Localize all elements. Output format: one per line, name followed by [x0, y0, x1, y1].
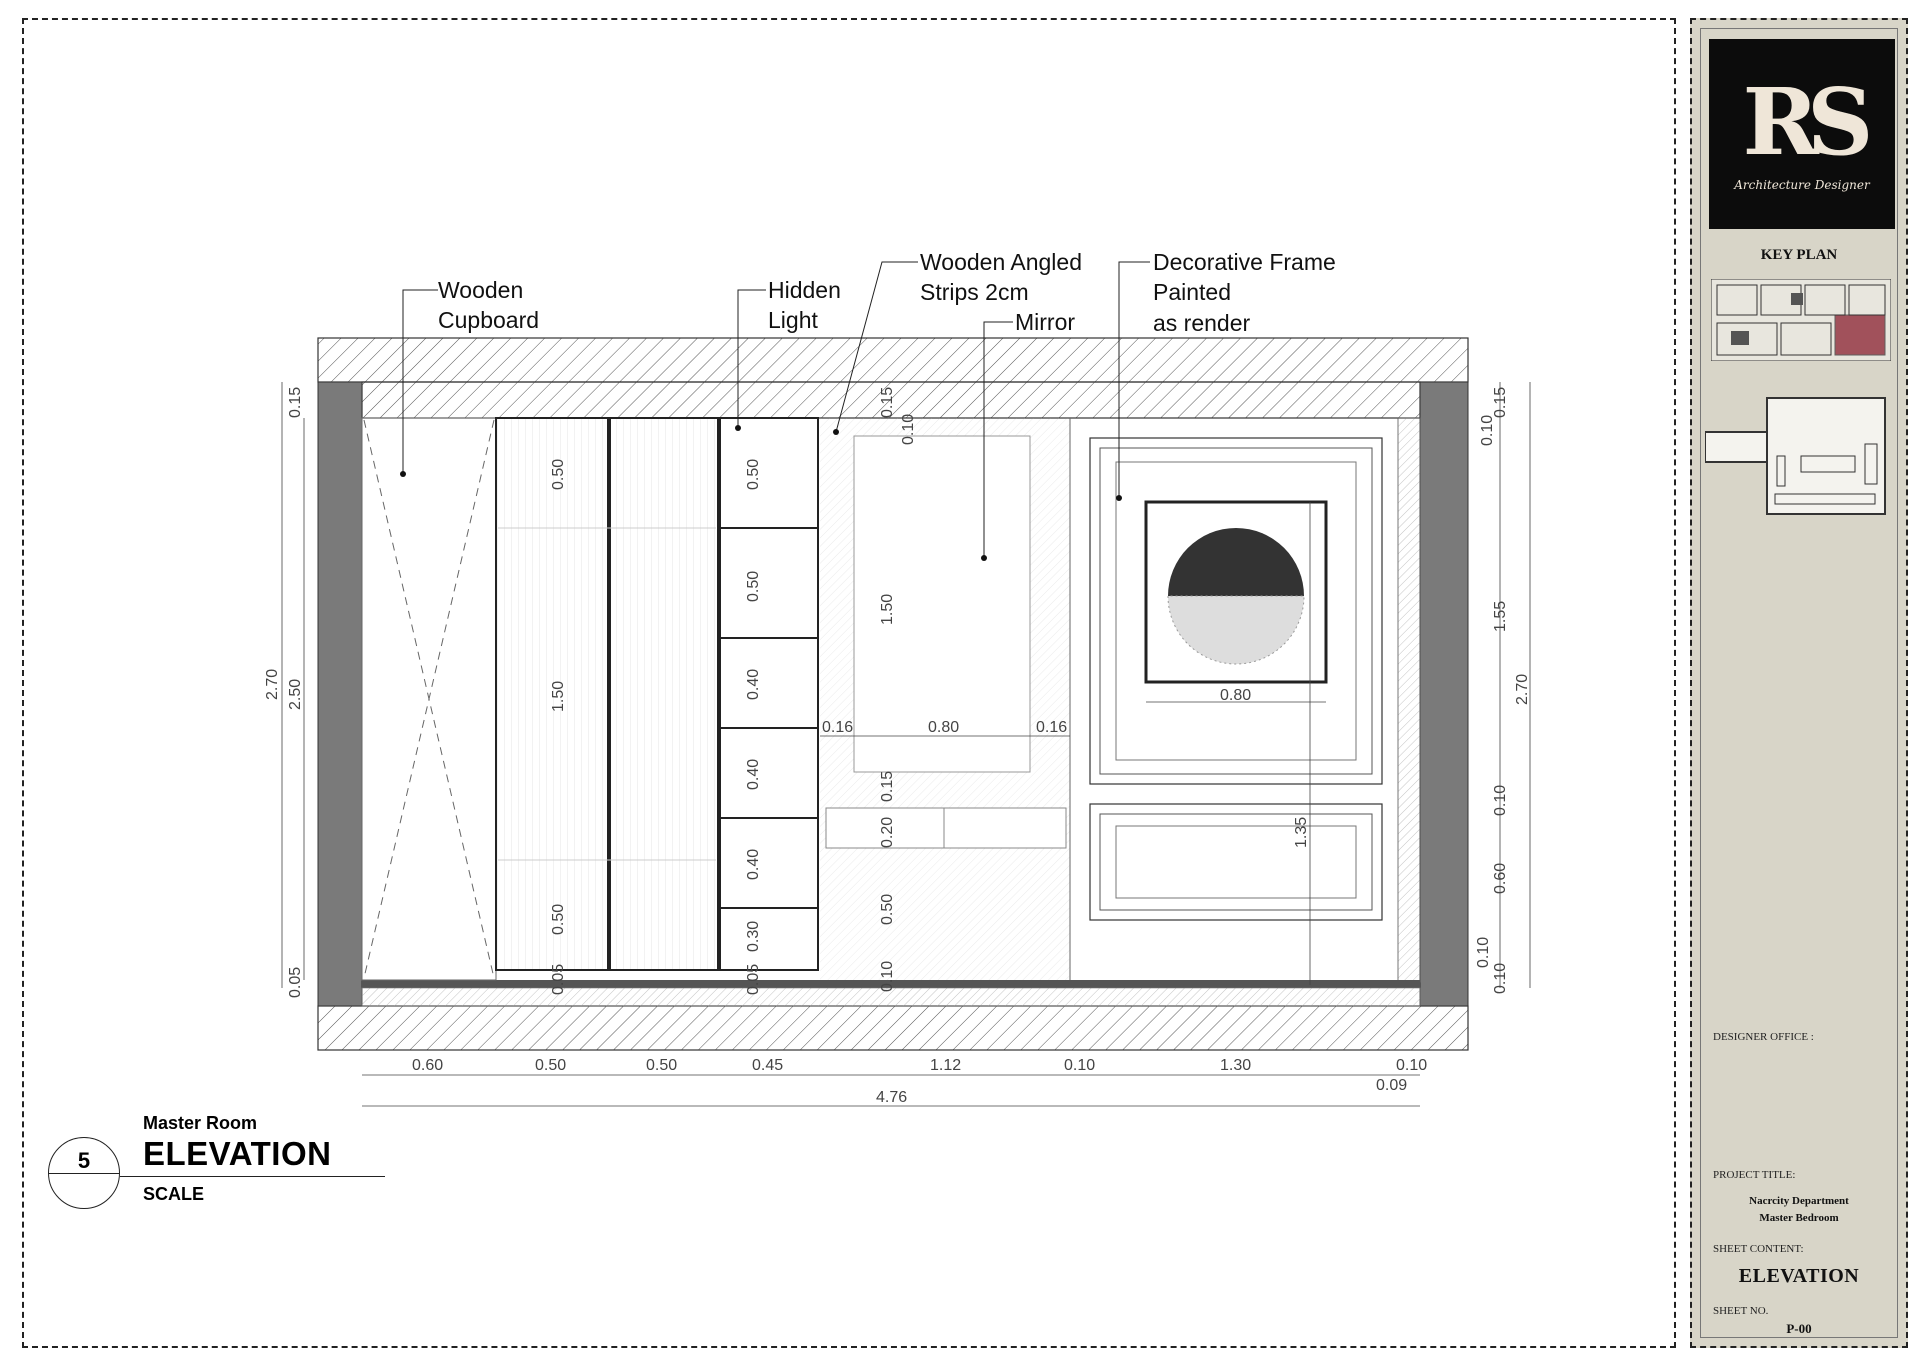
- dim-shelf-7: 0.05: [745, 963, 762, 995]
- lower-frame-mid: [1100, 814, 1372, 910]
- dim-right-010c: 0.10: [1475, 936, 1492, 968]
- dim-bottom-6: 0.10: [1064, 1057, 1096, 1074]
- label-mirror: Mirror: [1015, 309, 1076, 335]
- dim-shelf-4: 0.40: [745, 758, 762, 790]
- view-number-bubble: [48, 1137, 120, 1209]
- dim-cabinet-005: 0.05: [550, 963, 567, 995]
- shelf-boards: [720, 528, 818, 908]
- project-title-label: PROJECT TITLE:: [1713, 1169, 1796, 1181]
- view-number: 5: [77, 1148, 91, 1173]
- dim-bottom-5: 1.12: [930, 1057, 962, 1074]
- label-wooden-cupboard-1: Wooden: [438, 277, 524, 303]
- dim-left-overall-015: 0.15: [287, 386, 304, 418]
- dim-mirror-w1: 0.16: [822, 719, 854, 736]
- dim-mirror-015b: 0.15: [879, 770, 896, 802]
- label-wooden-strips-2: Strips 2cm: [920, 279, 1029, 305]
- legend-underline: [120, 1176, 385, 1177]
- right-wall: [1420, 382, 1468, 1006]
- dim-mirror-050: 0.50: [879, 893, 896, 925]
- rs-logo: [1709, 39, 1895, 229]
- legend-title: ELEVATION: [143, 1135, 332, 1172]
- dim-frame-height: 1.35: [1293, 816, 1310, 848]
- dim-shelf-6: 0.30: [745, 920, 762, 952]
- dim-bottom-1: 0.60: [412, 1057, 444, 1074]
- dim-bottom-8: 0.10: [1396, 1057, 1428, 1074]
- project-title-line-1: Nacrcity Department: [1749, 1195, 1849, 1207]
- label-wooden-strips-1: Wooden Angled: [920, 249, 1082, 275]
- left-wall: [318, 382, 362, 1006]
- sheet-no-label: SHEET NO.: [1713, 1305, 1769, 1317]
- label-hidden-light-1: Hidden: [768, 277, 841, 303]
- sheet-no-value: P-00: [1786, 1321, 1812, 1336]
- dim-right-060: 0.60: [1492, 862, 1509, 894]
- dim-left-overall-005: 0.05: [287, 966, 304, 998]
- dim-left-overall-270: 2.70: [264, 668, 281, 700]
- ceiling-slab: [318, 338, 1468, 382]
- sheet-content-label: SHEET CONTENT:: [1713, 1243, 1804, 1255]
- dim-right-010: 0.10: [1479, 414, 1496, 446]
- wardrobe-door-right: [610, 418, 718, 970]
- designer-office-label: DESIGNER OFFICE :: [1713, 1031, 1814, 1043]
- legend-room: Master Room: [143, 1113, 258, 1133]
- floor-slab: [318, 1006, 1468, 1050]
- dim-mirror-w2: 0.80: [928, 719, 960, 736]
- dim-mirror-010b: 0.10: [879, 960, 896, 992]
- label-wooden-cupboard-2: Cupboard: [438, 307, 540, 333]
- label-frame-3: as render: [1153, 310, 1251, 336]
- lower-frame-inner: [1116, 826, 1356, 898]
- dim-right-155: 1.55: [1492, 600, 1509, 632]
- sheet-content-value: ELEVATION: [1738, 1265, 1860, 1287]
- project-title-line-2: Master Bedroom: [1759, 1212, 1839, 1224]
- dim-shelf-3: 0.40: [745, 668, 762, 700]
- dim-right-015: 0.15: [1492, 386, 1509, 418]
- dim-cabinet-050a: 0.50: [550, 458, 567, 490]
- dim-frame-width: 0.80: [1220, 687, 1252, 704]
- dim-shelf-1: 0.50: [745, 458, 762, 490]
- dim-right-010d: 0.10: [1492, 962, 1509, 994]
- title-block-inner: [1700, 28, 1898, 1338]
- logo-mark: RS: [1742, 68, 1862, 176]
- label-hidden-light-2: Light: [768, 307, 818, 333]
- dim-right-010b: 0.10: [1492, 784, 1509, 816]
- dim-bottom-7: 1.30: [1220, 1057, 1252, 1074]
- label-frame-1: Decorative Frame: [1153, 249, 1336, 275]
- label-frame-2: Painted: [1153, 279, 1232, 305]
- dim-mirror-w3: 0.16: [1036, 719, 1068, 736]
- dim-left-overall-250: 2.50: [287, 678, 304, 710]
- title-block: [1690, 18, 1908, 1348]
- dim-bottom-total: 4.76: [876, 1089, 908, 1106]
- key-plan-thumbnail: [1711, 279, 1891, 361]
- dim-shelf-2: 0.50: [745, 570, 762, 602]
- dim-bottom-4: 0.45: [752, 1057, 784, 1074]
- legend-scale: SCALE: [143, 1184, 205, 1204]
- dim-bottom-2: 0.50: [535, 1057, 567, 1074]
- dim-mirror-150: 1.50: [879, 593, 896, 625]
- dim-bottom-extra: 0.09: [1376, 1077, 1408, 1094]
- key-plan-title: KEY PLAN: [1760, 247, 1838, 263]
- dim-mirror-015: 0.15: [879, 386, 896, 418]
- dim-right-overall: 2.70: [1514, 673, 1531, 705]
- right-cladding: [1398, 418, 1420, 982]
- console-drawers: [826, 808, 1066, 848]
- logo-subtitle: Architecture Designer: [1734, 178, 1870, 192]
- dim-cabinet-150: 1.50: [550, 680, 567, 712]
- dim-mirror-010: 0.10: [900, 413, 917, 445]
- lower-frame-outer: [1090, 804, 1382, 920]
- dim-bottom-3: 0.50: [646, 1057, 678, 1074]
- room-plan-thumbnail: [1705, 394, 1895, 524]
- dim-cabinet-050b: 0.50: [550, 903, 567, 935]
- dim-mirror-020: 0.20: [879, 816, 896, 848]
- dim-shelf-5: 0.40: [745, 848, 762, 880]
- open-shelves: [720, 418, 818, 970]
